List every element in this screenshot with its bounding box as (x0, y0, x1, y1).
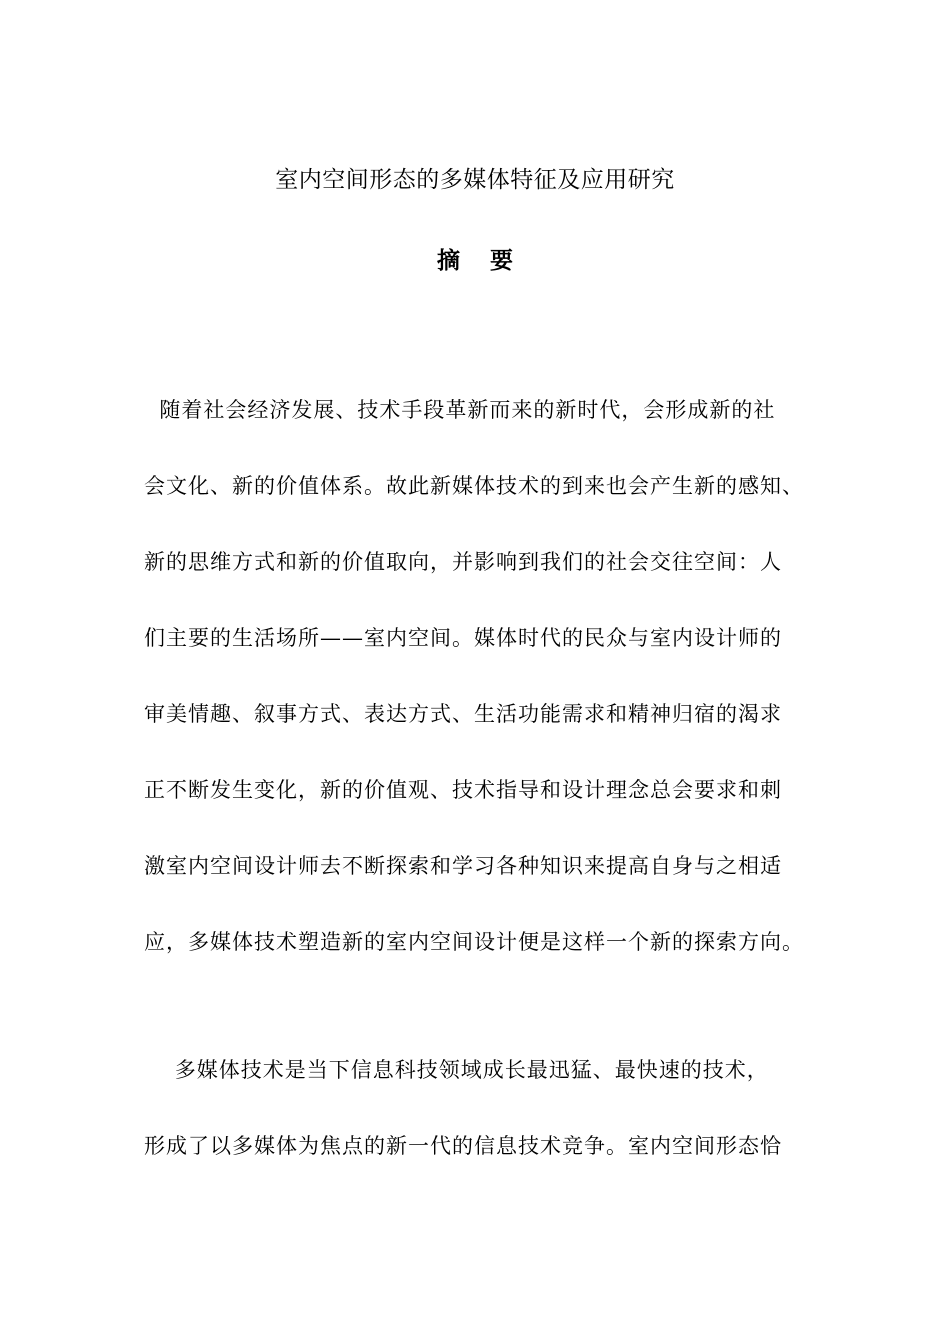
paragraph-line: 审美情趣、叙事方式、表达方式、生活功能需求和精神归宿的渴求 (144, 702, 782, 726)
paragraph-line: 激室内空间设计师去不断探索和学习各种知识来提高自身与之相适 (144, 854, 782, 878)
abstract-paragraph-2 (144, 1050, 814, 1202)
paragraph-line: 新的思维方式和新的价值取向，并影响到我们的社会交往空间：人 (144, 550, 782, 574)
paragraph-line: 们主要的生活场所——室内空间。媒体时代的民众与室内设计师的 (144, 626, 782, 650)
paragraph-line: 应，多媒体技术塑造新的室内空间设计便是这样一个新的探索方向。 (144, 930, 804, 954)
paragraph-line: 多媒体技术是当下信息科技领域成长最迅猛、最快速的技术， (144, 1058, 769, 1082)
abstract-heading-char-2: 要 (490, 248, 513, 274)
paragraph-line: 正不断发生变化，新的价值观、技术指导和设计理念总会要求和刺 (144, 778, 782, 802)
paragraph-line: 随着社会经济发展、技术手段革新而来的新时代，会形成新的社 (144, 398, 776, 422)
paragraph-line: 会文化、新的价值体系。故此新媒体技术的到来也会产生新的感知、 (144, 474, 804, 498)
document-title: 室内空间形态的多媒体特征及应用研究 (275, 167, 675, 193)
abstract-paragraph-1 (144, 390, 814, 998)
paragraph-line: 形成了以多媒体为焦点的新一代的信息技术竞争。室内空间形态恰 (144, 1134, 782, 1158)
abstract-heading-char-1: 摘 (437, 248, 460, 274)
abstract-heading (0, 241, 950, 281)
